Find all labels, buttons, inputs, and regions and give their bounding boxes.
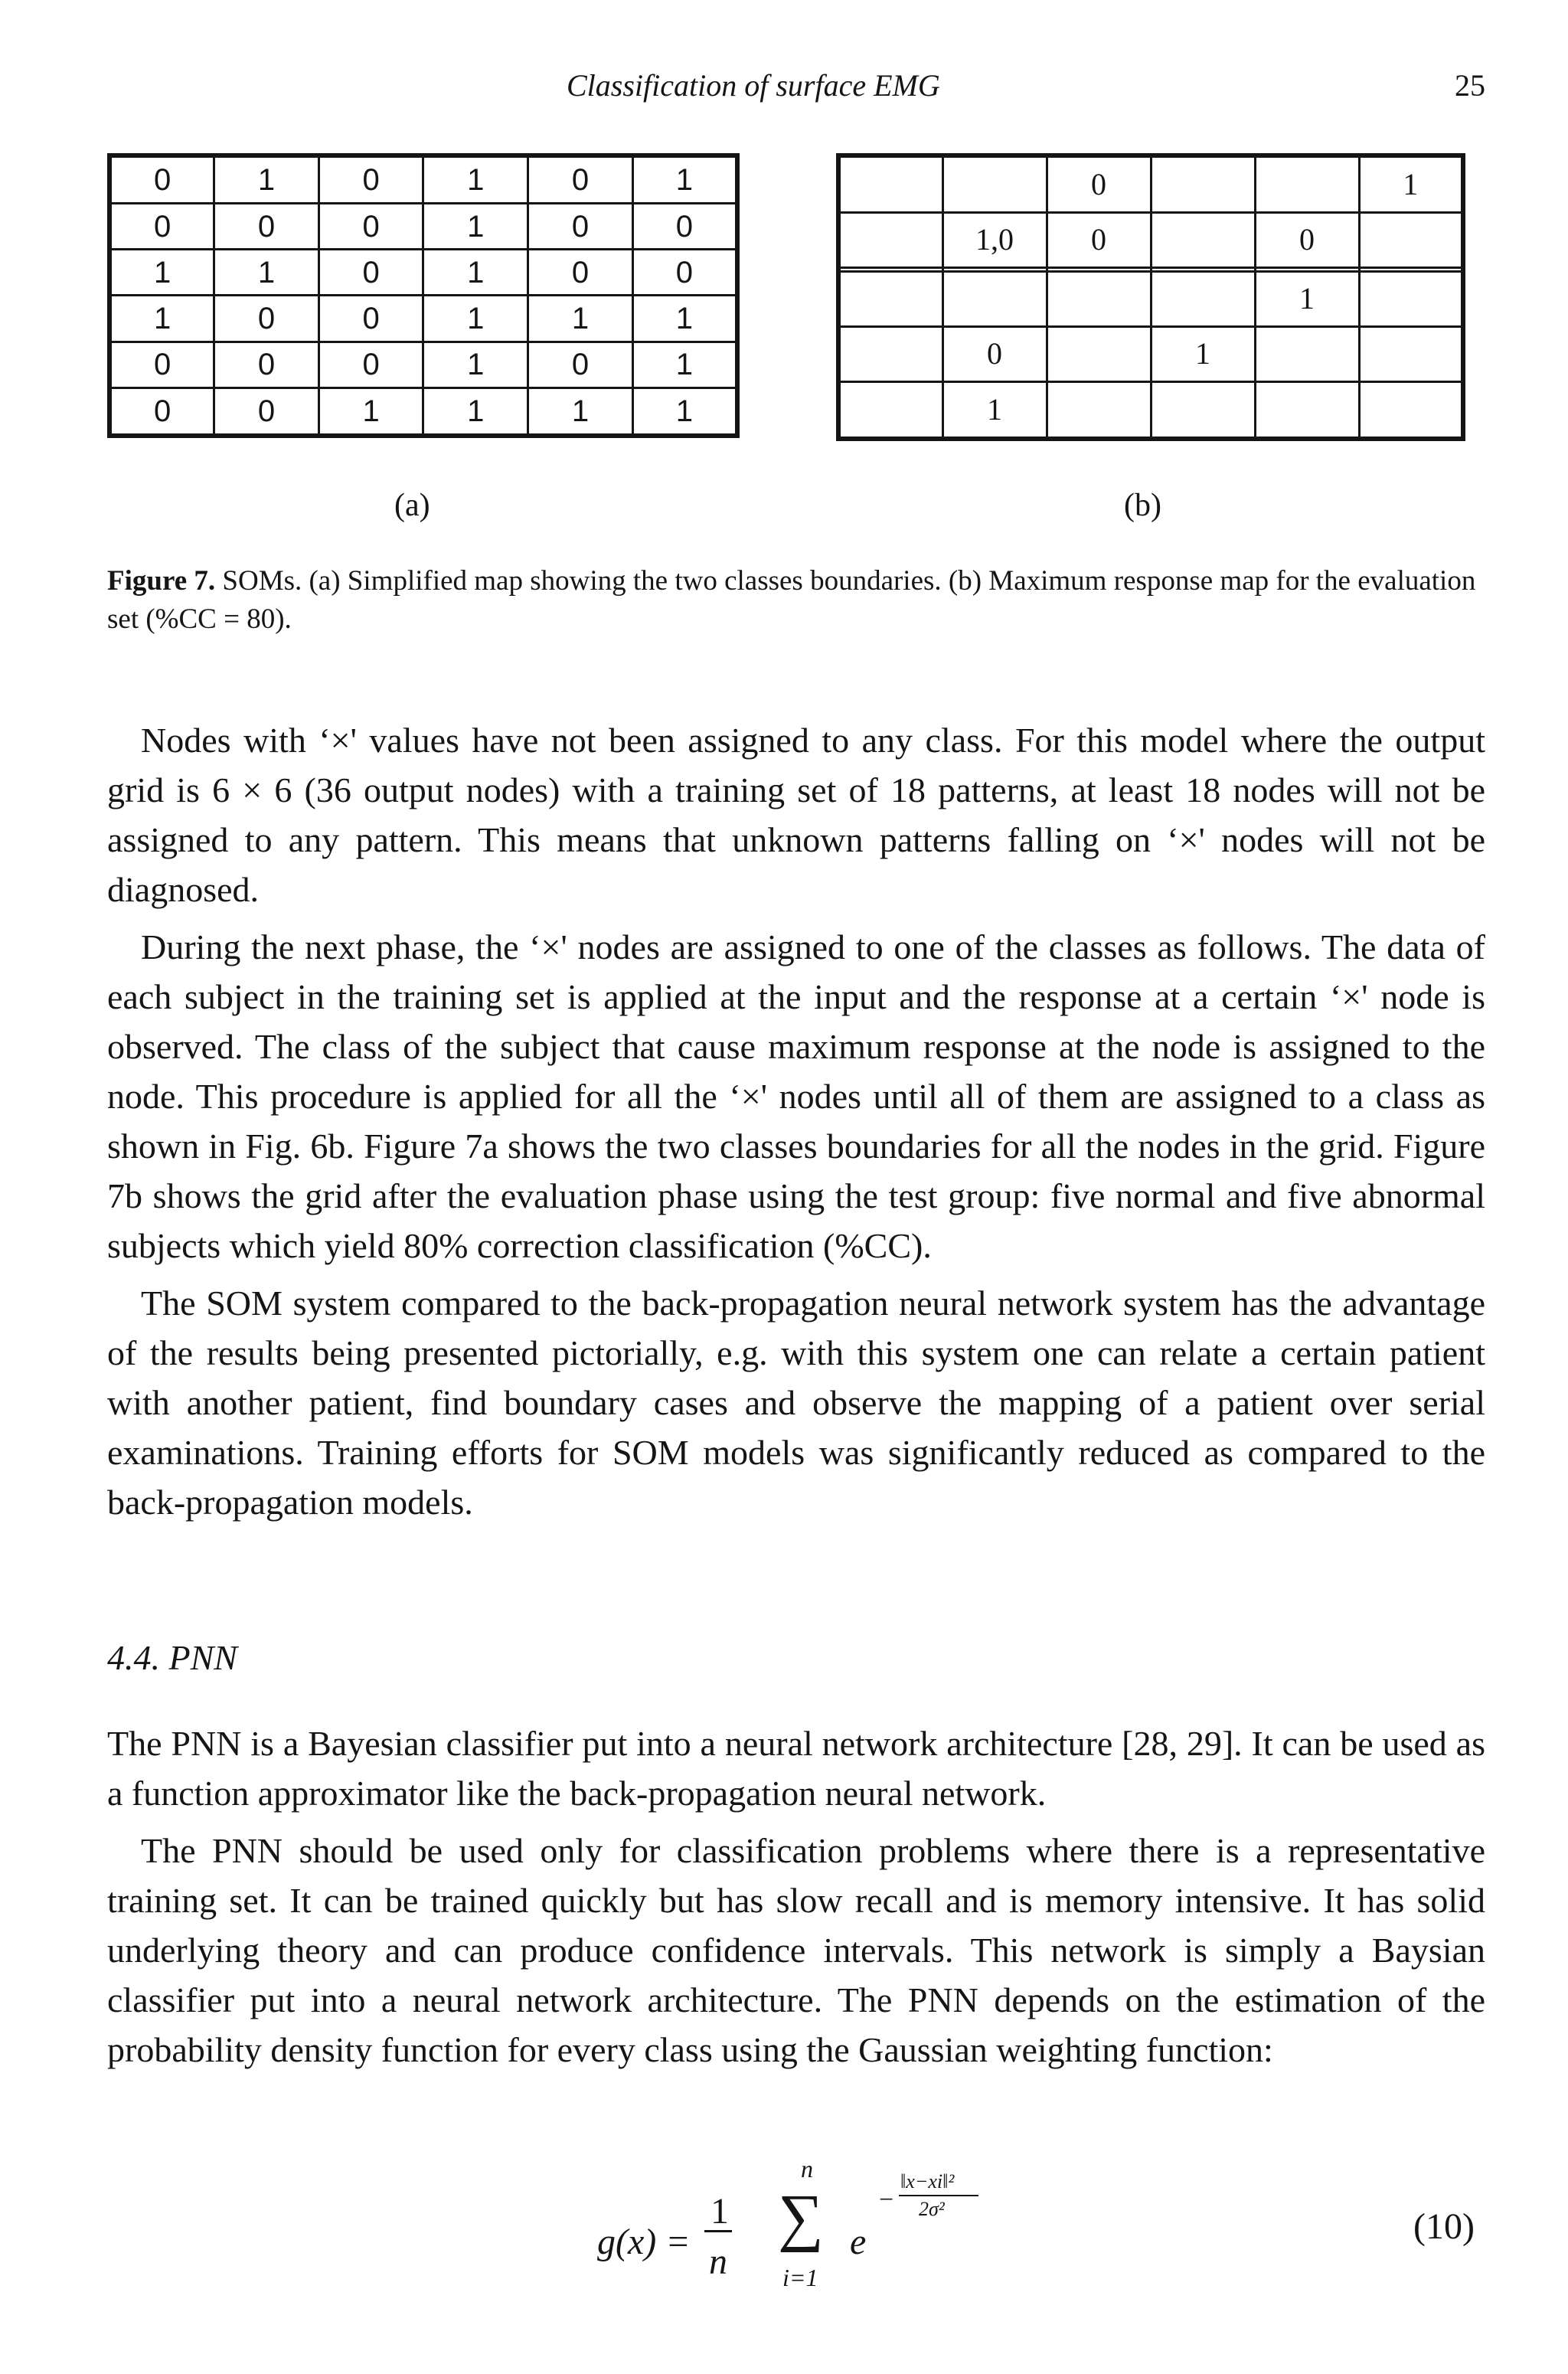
paragraph: The PNN is a Bayesian classifier put into a neural network architecture [28, 29]. It can be used as a function approximator like the back-propagation neural network.	[107, 1724, 1485, 1813]
grid-cell	[942, 272, 1047, 327]
grid-row	[838, 213, 1463, 268]
grid-row	[838, 155, 1463, 213]
grid-cell: 0	[528, 203, 633, 249]
grid-row	[109, 155, 737, 203]
grid-cell: 0	[528, 250, 633, 296]
paragraph: During the next phase, the ‘×' nodes are assigned to one of the classes as follows. The data of each subject in the training set is applied at the input and the response at a certain ‘×' node is observed. The class of the subject that cause maximum response at the node is assigned to the node. This procedure is applied for all the ‘×' nodes until all of them are assigned to a class as shown in Fig. 6b. Figure 7a shows the two classes boundaries for all the nodes in the grid. Figure 7b shows the grid after the evaluation phase using the test group: five normal and five abnormal subjects which yield 80% correction classification (%CC).	[107, 927, 1485, 1265]
grid-cell: 0	[632, 203, 737, 249]
grid-cell	[838, 381, 942, 439]
equation-exponent-sign: −	[879, 2186, 894, 2214]
grid-row	[109, 342, 737, 387]
grid-cell	[1255, 381, 1359, 439]
grid-row	[109, 203, 737, 249]
grid-cell: 0	[528, 342, 633, 387]
grid-row	[838, 272, 1463, 327]
grid-cell: 1	[632, 388, 737, 436]
equation-frac-num: 1	[710, 2191, 729, 2232]
grid-cell	[1359, 272, 1463, 327]
grid-cell: 0	[942, 326, 1047, 381]
grid-cell: 0	[214, 342, 319, 387]
grid-cell: 1	[942, 381, 1047, 439]
grid-cell: 1	[632, 342, 737, 387]
grid-cell: 0	[632, 250, 737, 296]
grid-cell: 0	[109, 388, 214, 436]
grid-cell: 1	[423, 296, 528, 342]
section-heading: 4.4. PNN	[107, 1638, 237, 1677]
paragraph: Nodes with ‘×' values have not been assigned to any class. For this model where the output grid is 6 × 6 (36 output nodes) with a training set of 18 patterns, at least 18 nodes will not be assigned to any pattern. This means that unknown patterns falling on ‘×' nodes will not be diagnosed.	[107, 721, 1485, 909]
som-map-b	[836, 153, 1465, 441]
grid-row	[109, 388, 737, 436]
grid-cell: 1	[109, 250, 214, 296]
running-title: Classification of surface EMG	[567, 68, 940, 103]
grid-cell	[1151, 272, 1255, 327]
grid-cell	[1151, 155, 1255, 213]
equation-lhs: g(x) =	[597, 2222, 691, 2262]
grid-cell: 1	[632, 296, 737, 342]
grid-cell: 1	[214, 155, 319, 203]
equation-exponent-num: ‖x−xi‖²	[900, 2170, 955, 2193]
grid-cell: 1,0	[942, 213, 1047, 268]
grid-cell: 0	[528, 155, 633, 203]
equation-exponent-den: 2σ²	[919, 2198, 945, 2220]
grid-cell: 0	[109, 342, 214, 387]
grid-cell	[1047, 381, 1151, 439]
grid-cell: 0	[1255, 213, 1359, 268]
caption-text: SOMs. (a) Simplified map showing the two classes boundaries. (b) Maximum response map for the evaluation set (%CC = 80).	[107, 565, 1476, 636]
grid-cell	[1255, 155, 1359, 213]
grid-cell	[1255, 326, 1359, 381]
grid-cell	[838, 326, 942, 381]
grid-cell: 0	[1047, 213, 1151, 268]
grid-row	[838, 381, 1463, 439]
subfigure-label-b: (b)	[1124, 488, 1161, 523]
paragraph: The PNN should be used only for classification problems where there is a representative training set. It can be trained quickly but has slow recall and is memory intensive. It has solid underlying theory and can produce confidence intervals. This network is simply a Baysian classifier put into a neural network architecture. The PNN depends on the estimation of the probability density function for every class using the Gaussian weighting function:	[107, 1831, 1485, 2069]
grid-cell: 0	[214, 203, 319, 249]
grid-cell: 0	[214, 388, 319, 436]
grid-cell: 1	[1151, 326, 1255, 381]
grid-cell: 1	[1255, 272, 1359, 327]
equation-sum-upper: n	[801, 2155, 813, 2183]
grid-cell: 1	[423, 203, 528, 249]
equation-frac-bar	[704, 2230, 732, 2232]
equation-exponent-bar	[899, 2195, 978, 2196]
grid-cell: 1	[632, 155, 737, 203]
grid-cell	[1359, 213, 1463, 268]
equation-base: e	[850, 2222, 867, 2262]
grid-cell	[1047, 272, 1151, 327]
grid-cell: 1	[318, 388, 423, 436]
grid-cell: 0	[1047, 155, 1151, 213]
body-text-pnn	[107, 1718, 1485, 2075]
grid-cell: 0	[318, 203, 423, 249]
grid-row	[838, 326, 1463, 381]
grid-cell: 1	[423, 250, 528, 296]
equation-sum-symbol: ∑	[778, 2182, 824, 2253]
running-head	[0, 67, 1485, 113]
equation	[597, 2155, 1133, 2305]
equation-frac-den: n	[709, 2242, 727, 2282]
grid-cell: 1	[528, 388, 633, 436]
grid-cell: 0	[318, 342, 423, 387]
grid-cell: 0	[318, 250, 423, 296]
grid-cell: 1	[423, 155, 528, 203]
grid-cell	[838, 155, 942, 213]
paragraph: The SOM system compared to the back-propagation neural network system has the advantage of the results being presented pictorially, e.g. with this system one can relate a certain patient with another patient, find boundary cases and observe the mapping of a patient over serial examinations. Training efforts for SOM models was significantly reduced as compared to the back-propagation models.	[107, 1283, 1485, 1522]
grid-cell	[1359, 381, 1463, 439]
grid-cell: 0	[109, 155, 214, 203]
grid-row	[109, 250, 737, 296]
grid-cell	[1047, 326, 1151, 381]
grid-cell	[1151, 213, 1255, 268]
body-text-som	[107, 715, 1485, 1527]
equation-sum-lower: i=1	[782, 2264, 818, 2291]
grid-cell	[838, 272, 942, 327]
subfigure-label-a: (a)	[394, 488, 430, 523]
grid-row	[109, 296, 737, 342]
page-number: 25	[1455, 68, 1485, 103]
grid-cell: 1	[1359, 155, 1463, 213]
grid-cell: 1	[423, 388, 528, 436]
grid-cell: 0	[318, 155, 423, 203]
grid-cell: 1	[109, 296, 214, 342]
figure-caption	[107, 562, 1485, 639]
caption-label: Figure 7.	[107, 565, 216, 597]
grid-cell: 1	[423, 342, 528, 387]
grid-cell	[942, 155, 1047, 213]
grid-cell	[1359, 326, 1463, 381]
grid-cell: 0	[109, 203, 214, 249]
grid-cell: 0	[214, 296, 319, 342]
grid-cell: 1	[214, 250, 319, 296]
grid-cell	[1151, 381, 1255, 439]
som-map-a	[107, 153, 740, 438]
grid-cell	[838, 213, 942, 268]
grid-cell: 0	[318, 296, 423, 342]
equation-number: (10)	[1413, 2206, 1475, 2247]
grid-cell: 1	[528, 296, 633, 342]
